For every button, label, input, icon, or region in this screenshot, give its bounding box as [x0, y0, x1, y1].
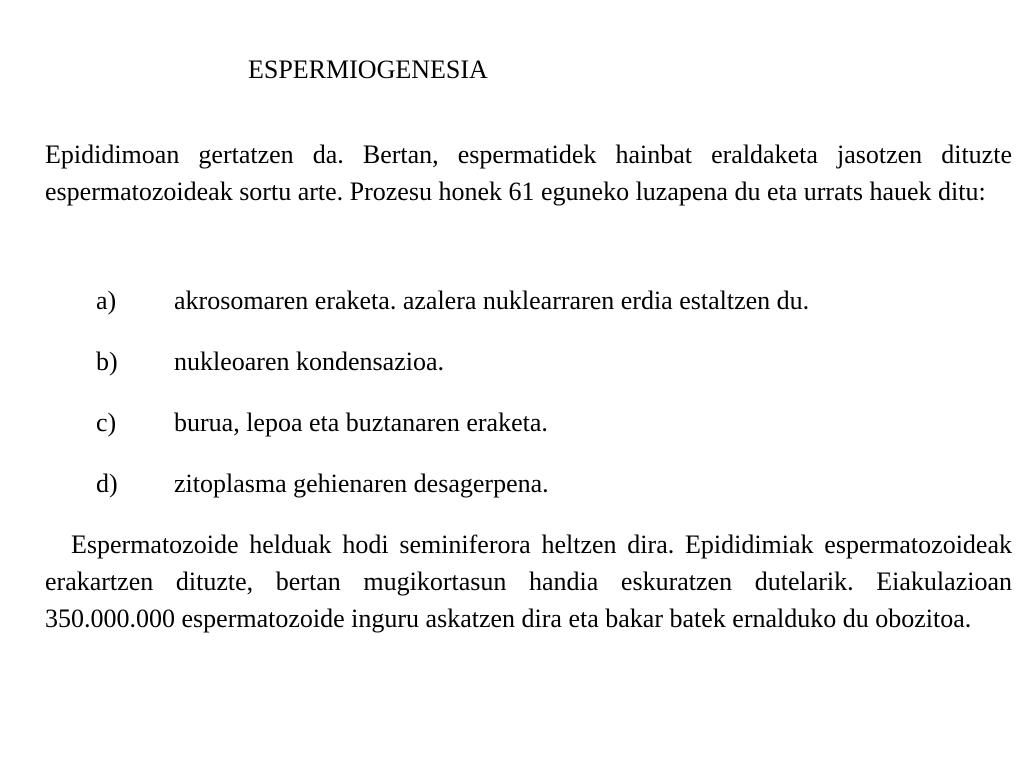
list-item-text: zitoplasma gehienaren desagerpena. — [174, 469, 549, 498]
list-item — [96, 282, 1016, 343]
list-item — [96, 465, 1016, 526]
process-steps-list — [96, 282, 1016, 526]
conclusion-paragraph: Espermatozoide helduak hodi seminiferora heltzen dira. Epididimiak espermatozoideak erakartzen dituzte, bertan mugikortasun handia eskuratzen dutelarik. Eiakulazioan 350.000.000 espermatozoide inguru askatzen dira eta bakar batek ernalduko du obozitoa. — [45, 530, 1012, 633]
list-marker: c) — [96, 408, 117, 437]
intro-paragraph: Epididimoan gertatzen da. Bertan, espermatidek hainbat eraldaketa jasotzen dituzte espermatozoideak sortu arte. Prozesu honek 61 eguneko luzapena du eta urrats hauek ditu: — [45, 140, 1012, 206]
list-item-text: burua, lepoa eta buztanaren eraketa. — [174, 408, 548, 437]
list-item-text: nukleoaren kondensazioa. — [174, 347, 445, 376]
page-title: ESPERMIOGENESIA — [248, 55, 488, 84]
list-marker: d) — [96, 469, 118, 498]
list-marker: b) — [96, 347, 118, 376]
list-item — [96, 404, 1016, 465]
list-item-text: akrosomaren eraketa. azalera nuklearraren erdia estaltzen du. — [174, 286, 810, 315]
list-marker: a) — [96, 286, 117, 315]
list-item — [96, 343, 1016, 404]
